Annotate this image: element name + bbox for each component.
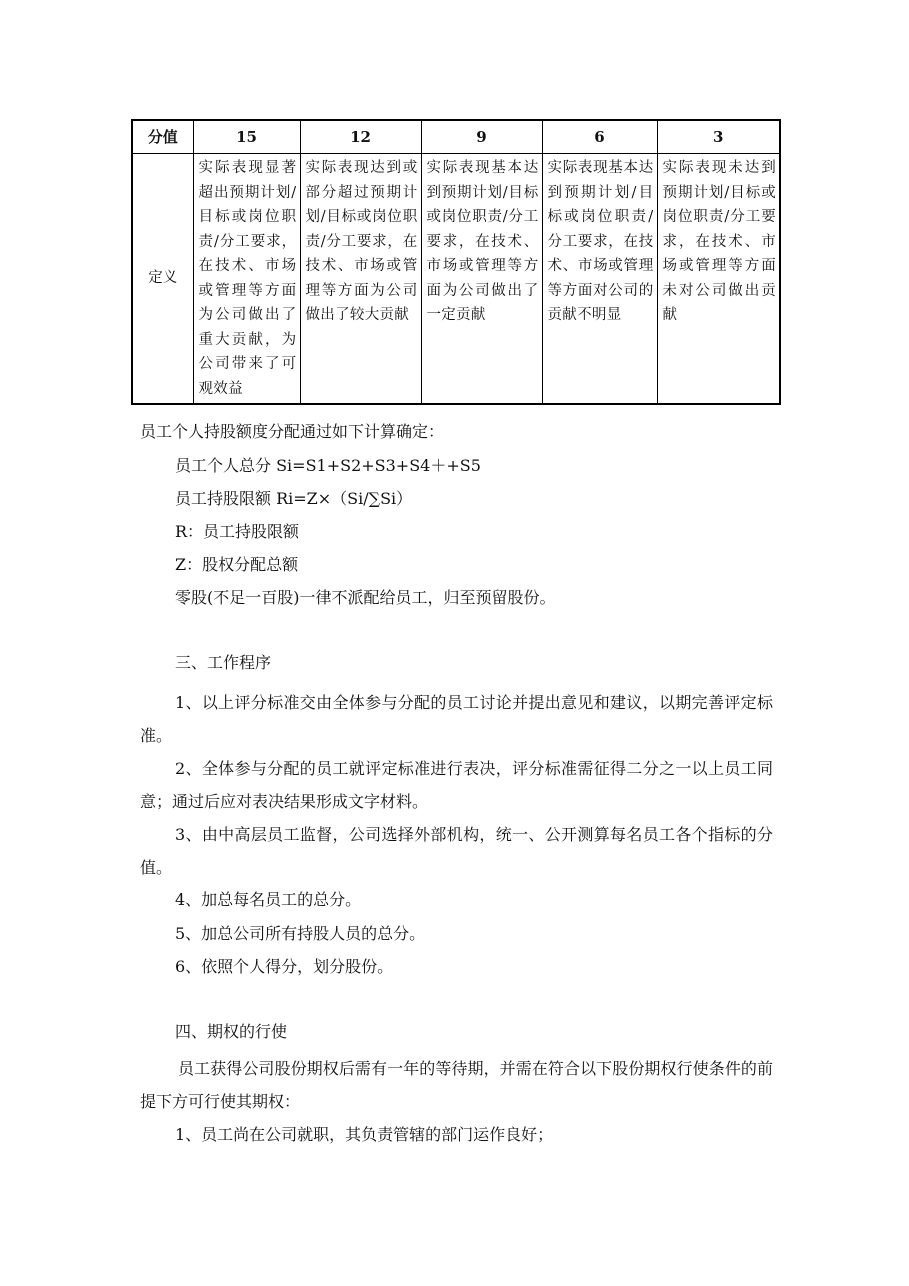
definition-3: 实际表现未达到预期计划/目标或岗位职责/分工要求，在技术、市场或管理等方面未对公司做出贡献 [657,154,780,405]
definition-row-label: 定义 [132,154,193,405]
procedure-heading: 三、工作程序 [175,653,272,672]
calc-intro: 员工个人持股额度分配通过如下计算确定： [140,422,445,441]
table-header-row [132,120,780,154]
score-12: 12 [300,120,421,154]
definition-15: 实际表现显著超出预期计划/目标或岗位职责/分工要求，在技术、市场或管理等方面为公司做出了重大贡献，为公司带来了可观效益 [193,154,300,405]
score-3: 3 [657,120,780,154]
calc-r-definition: R：员工持股限额 [175,522,300,541]
exercise-heading: 四、期权的行使 [175,1022,288,1041]
score-header-label: 分值 [132,120,193,154]
calc-z-definition: Z：股权分配总额 [175,555,299,574]
calc-limit-formula: 员工持股限额 Ri=Z×（Si/∑Si） [175,489,413,508]
procedure-item-3: 3、由中高层员工监督，公司选择外部机构，统一、公开测算每名员工各个指标的分值。 [140,825,773,877]
procedure-item-5: 5、加总公司所有持股人员的总分。 [175,924,426,943]
definition-6: 实际表现基本达到预期计划/目标或岗位职责/分工要求，在技术、市场或管理等方面对公司的贡献不明显 [542,154,657,405]
table-definition-row [132,154,780,405]
procedure-item-2: 2、全体参与分配的员工就评定标准进行表决，评分标准需征得二分之一以上员工同意；通过后应对表决结果形成文字材料。 [140,759,773,811]
procedure-item-4: 4、加总每名员工的总分。 [175,890,362,909]
definition-12: 实际表现达到或部分超过预期计划/目标或岗位职责/分工要求，在技术、市场或管理等方面为公司做出了较大贡献 [300,154,421,405]
calc-odd-lot-note: 零股(不足一百股)一律不派配给员工，归至预留股份。 [175,588,556,607]
score-9: 9 [421,120,542,154]
procedure-item-1: 1、以上评分标准交由全体参与分配的员工讨论并提出意见和建议，以期完善评定标准。 [140,693,773,745]
score-6: 6 [542,120,657,154]
definition-9: 实际表现基本达到预期计划/目标或岗位职责/分工要求，在技术、市场或管理等方面为公司做出了一定贡献 [421,154,542,405]
exercise-intro: 员工获得公司股份期权后需有一年的等待期，并需在符合以下股份期权行使条件的前提下方可行使其期权： [140,1059,773,1111]
score-15: 15 [193,120,300,154]
score-definition-table [131,119,781,405]
calc-total-formula: 员工个人总分 Si=S1+S2+S3+S4＋+S5 [175,456,481,475]
procedure-item-6: 6、依照个人得分，划分股份。 [175,957,394,976]
exercise-condition-1: 1、员工尚在公司就职，其负责管辖的部门运作良好； [175,1125,554,1144]
